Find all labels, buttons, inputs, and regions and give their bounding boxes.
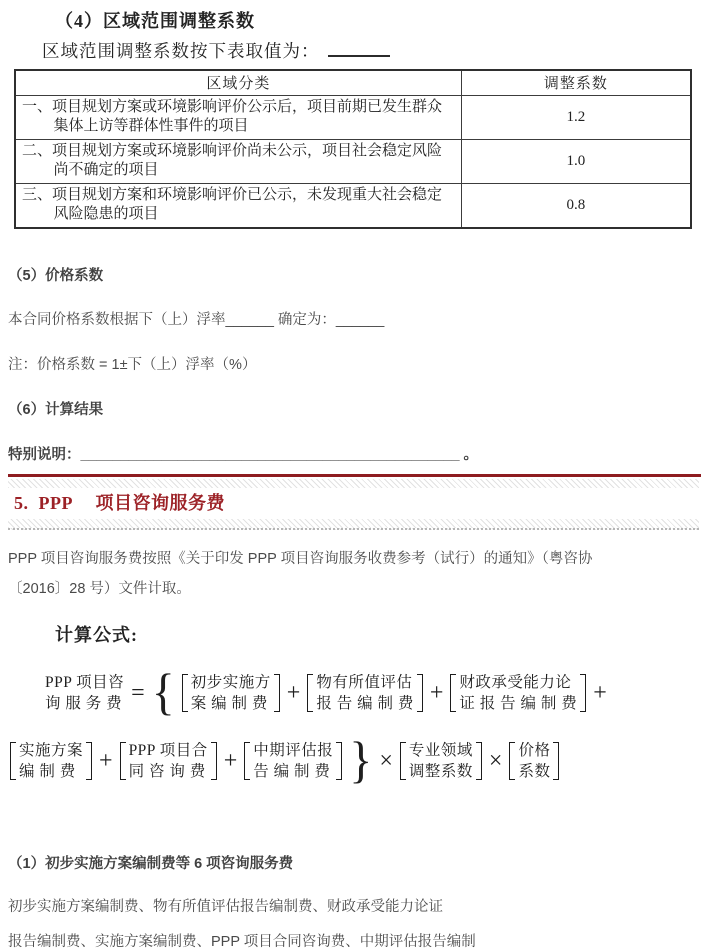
coefficient-cell: 1.2 xyxy=(461,95,691,139)
formula-lhs xyxy=(45,672,124,714)
coefficient-table xyxy=(14,69,692,229)
bracket-left xyxy=(307,674,313,712)
bracket-right xyxy=(211,742,217,780)
price-coefficient-line: 本合同价格系数根据下（上）浮率______ 确定为：______ xyxy=(8,311,385,328)
bracket-left xyxy=(182,674,188,712)
chapter5-title: 5. PPP 项目咨询服务费 xyxy=(14,492,225,513)
formula-term: PPP 项目合 同 咨 询 费 xyxy=(120,740,217,782)
plus-operator: + xyxy=(286,679,301,706)
formula-term: 物有所值评估 报 告 编 制 费 xyxy=(307,672,423,714)
subsection1-heading: （1）初步实施方案编制费等 6 项咨询服务费 xyxy=(8,855,294,872)
special-note-label: 特别说明： xyxy=(8,446,81,463)
coefficient-cell: 1.0 xyxy=(461,139,691,183)
bracket-right xyxy=(476,742,482,780)
plus-operator: + xyxy=(99,747,113,774)
equals-operator: = xyxy=(131,679,145,706)
bracket-right xyxy=(336,742,342,780)
chapter5-paragraph-line1: PPP 项目咨询服务费按照《关于印发 PPP 项目咨询服务收费参考（试行）的通知》（粤咨协 xyxy=(8,550,593,567)
category-cell: 二、项目规划方案或环境影响评价尚未公示，项目社会稳定风险尚不确定的项目 xyxy=(15,139,461,183)
formula-lhs-line2: 询 服 务 费 xyxy=(45,694,123,712)
hatch-strip xyxy=(8,519,699,530)
formula-term: 价格 系数 xyxy=(509,740,559,782)
bracket-left xyxy=(244,742,250,780)
special-note-blank: _______________________________________________ xyxy=(80,446,460,463)
category-cell: 一、项目规划方案或环境影响评价公示后，项目前期已发生群众集体上访等群体性事件的项目 xyxy=(15,95,461,139)
bracket-left xyxy=(120,742,126,780)
section4-intro-label: 区域范围调整系数按下表取值为： xyxy=(42,41,320,61)
plus-operator: + xyxy=(593,679,607,706)
plus-operator: + xyxy=(429,679,444,706)
times-operator: × xyxy=(379,747,393,774)
brace-close: } xyxy=(349,732,373,788)
section4-heading: （4）区域范围调整系数 xyxy=(55,11,255,31)
blank-line xyxy=(328,43,390,57)
formula-lhs-line1: PPP 项目咨 xyxy=(45,673,125,691)
coefficient-cell: 0.8 xyxy=(461,183,691,228)
special-note-period: 。 xyxy=(459,446,479,463)
formula-term: 实施方案 编 制 费 xyxy=(10,740,92,782)
chapter5-paragraph-line2: 〔2016〕28 号）文件计取。 xyxy=(8,580,191,597)
table-row xyxy=(15,183,691,228)
times-operator: × xyxy=(488,747,503,774)
bracket-right xyxy=(86,742,92,780)
bracket-left xyxy=(400,742,406,780)
formula-term: 专业领域 调整系数 xyxy=(400,740,482,782)
table-header-category: 区域分类 xyxy=(15,70,461,95)
formula-term: 中期评估报 告 编 制 费 xyxy=(244,740,342,782)
bracket-right xyxy=(274,674,280,712)
formula-term: 初步实施方 案 编 制 费 xyxy=(182,672,280,714)
section4-intro xyxy=(42,38,707,64)
bracket-right xyxy=(553,742,559,780)
section-divider xyxy=(8,474,701,477)
bracket-left xyxy=(10,742,16,780)
table-header-row xyxy=(15,70,691,95)
hatch-strip xyxy=(8,479,699,488)
formula-heading: 计算公式: xyxy=(55,624,138,645)
formula-line1 xyxy=(45,664,707,722)
brace-open: { xyxy=(151,664,175,720)
chapter5-paragraph xyxy=(8,544,699,604)
table-row xyxy=(15,139,691,183)
table-row xyxy=(15,95,691,139)
special-note-line xyxy=(8,445,707,465)
table-header-coefficient: 调整系数 xyxy=(461,70,691,95)
bracket-left xyxy=(509,742,515,780)
bracket-right xyxy=(580,674,586,712)
subsection1-line1: 初步实施方案编制费、物有所值评估报告编制费、财政承受能力论证 xyxy=(8,898,443,915)
bracket-left xyxy=(450,674,456,712)
section6-heading: （6）计算结果 xyxy=(8,401,104,418)
category-cell: 三、项目规划方案和环境影响评价已公示，未发现重大社会稳定风险隐患的项目 xyxy=(15,183,461,228)
formula-line2 xyxy=(10,732,707,790)
plus-operator: + xyxy=(223,747,238,774)
section5-heading: （5）价格系数 xyxy=(8,267,104,284)
subsection1-line2: 报告编制费、实施方案编制费、PPP 项目合同咨询费、中期评估报告编制 xyxy=(8,933,476,950)
price-note: 注：价格系数 = 1±下（上）浮率（%） xyxy=(8,356,257,373)
formula-term: 财政承受能力论 证 报 告 编 制 费 xyxy=(450,672,586,714)
bracket-right xyxy=(417,674,423,712)
